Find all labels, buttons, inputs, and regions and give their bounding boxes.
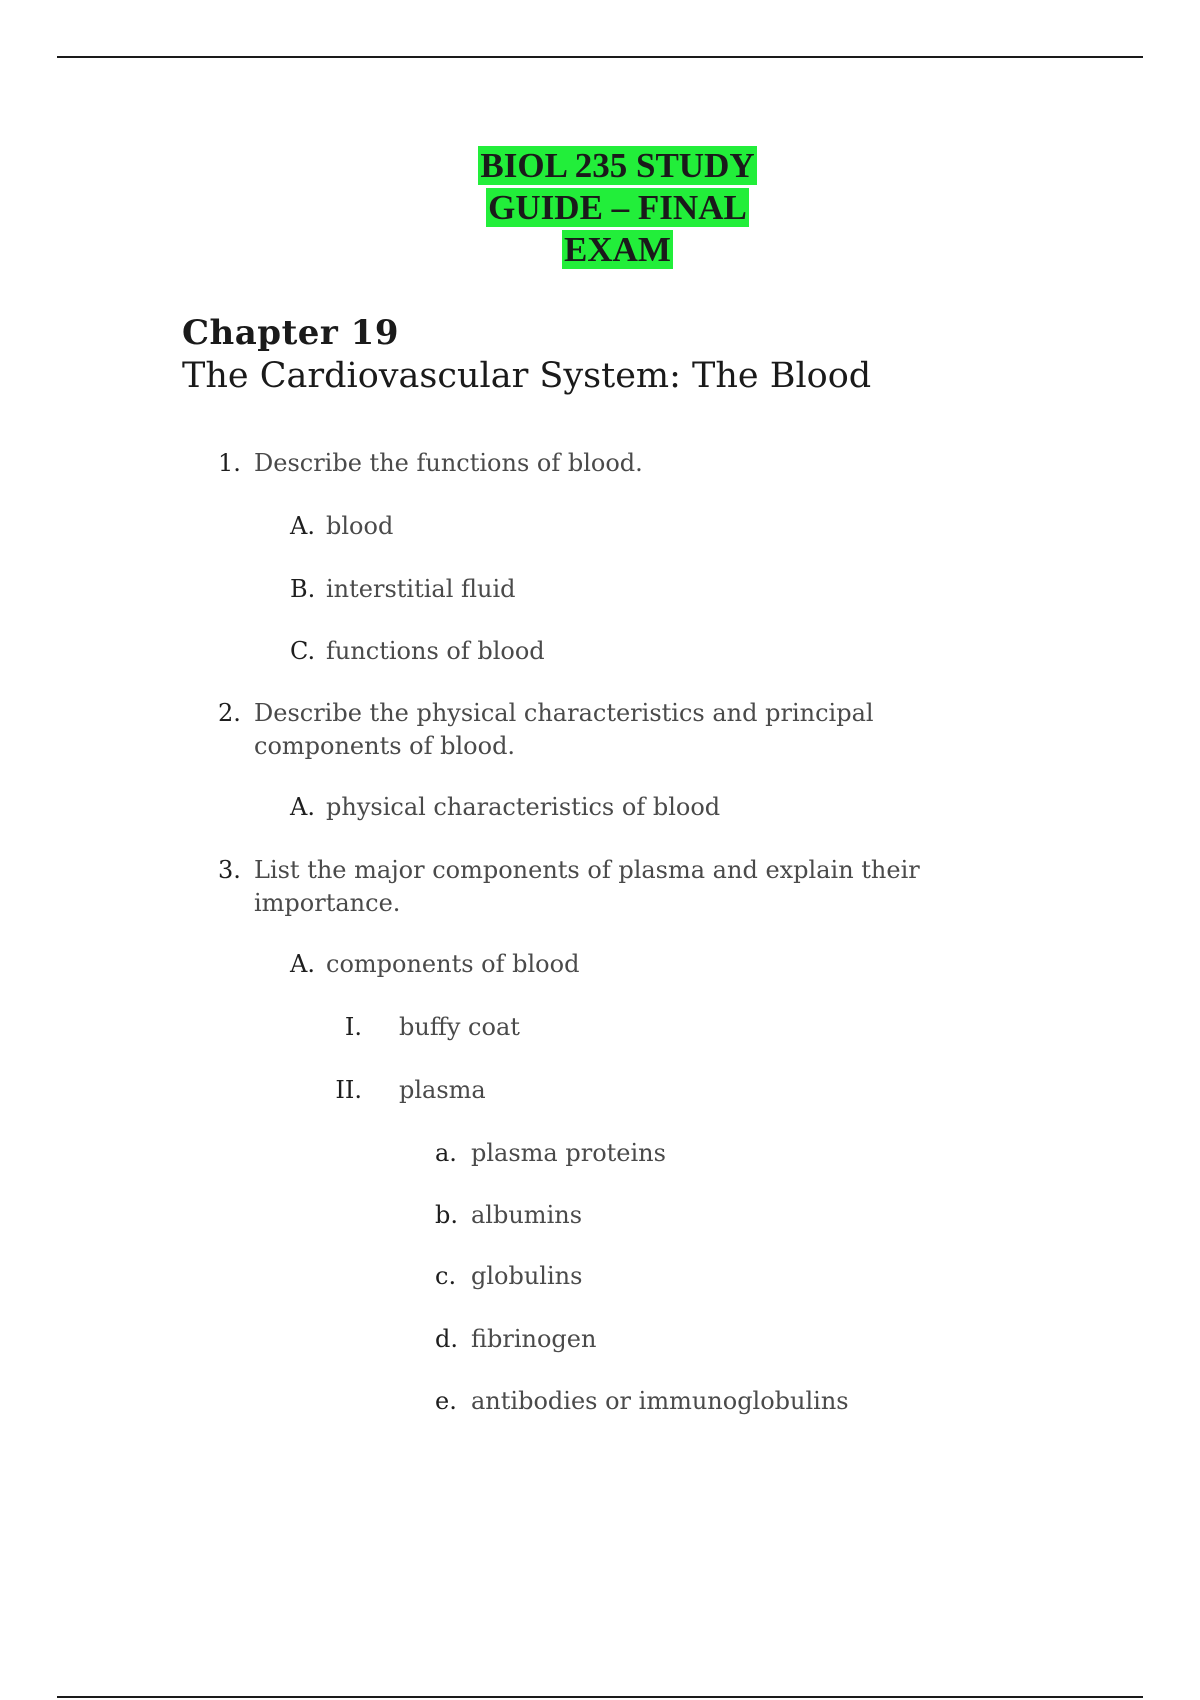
item-marker: a. (435, 1139, 457, 1167)
title-line-2: GUIDE – FINAL (488, 188, 747, 227)
item-marker: e. (435, 1387, 457, 1415)
item-marker: A. (290, 512, 315, 540)
item-marker: A. (290, 793, 315, 821)
title-line-1: BIOL 235 STUDY (480, 146, 755, 185)
item-marker: 2. (218, 699, 241, 727)
item-marker: A. (290, 950, 315, 978)
item-marker: 3. (218, 856, 241, 884)
item-text: buffy coat (399, 1013, 520, 1041)
item-text: blood (326, 512, 394, 540)
item-marker: C. (290, 637, 316, 665)
chapter-heading: Chapter 19 (182, 313, 399, 353)
item-text: fibrinogen (471, 1325, 597, 1353)
item-text: Describe the physical characteristics and principal components of blood. (254, 699, 874, 760)
item-text: Describe the functions of blood. (254, 449, 643, 477)
item-text: antibodies or immunoglobulins (471, 1387, 849, 1415)
item-marker: d. (435, 1325, 458, 1353)
bottom-rule (57, 1696, 1143, 1698)
item-text: physical characteristics of blood (326, 793, 721, 821)
top-rule (57, 56, 1143, 58)
item-text: plasma proteins (471, 1139, 666, 1167)
item-marker: b. (435, 1201, 458, 1229)
item-marker: c. (435, 1262, 457, 1290)
title-line-3: EXAM (564, 230, 671, 269)
item-marker: II. (335, 1076, 362, 1104)
item-text: List the major components of plasma and explain their importance. (254, 856, 920, 917)
document-title (0, 145, 1200, 271)
item-text: globulins (471, 1262, 583, 1290)
item-marker: 1. (218, 449, 241, 477)
item-marker: I. (344, 1013, 362, 1041)
item-text: albumins (471, 1201, 583, 1229)
chapter-title: The Cardiovascular System: The Blood (182, 356, 872, 396)
item-text: functions of blood (326, 637, 545, 665)
item-text: plasma (399, 1076, 486, 1104)
item-text: components of blood (326, 950, 580, 978)
item-text: interstitial fluid (326, 575, 516, 603)
item-marker: B. (290, 575, 316, 603)
